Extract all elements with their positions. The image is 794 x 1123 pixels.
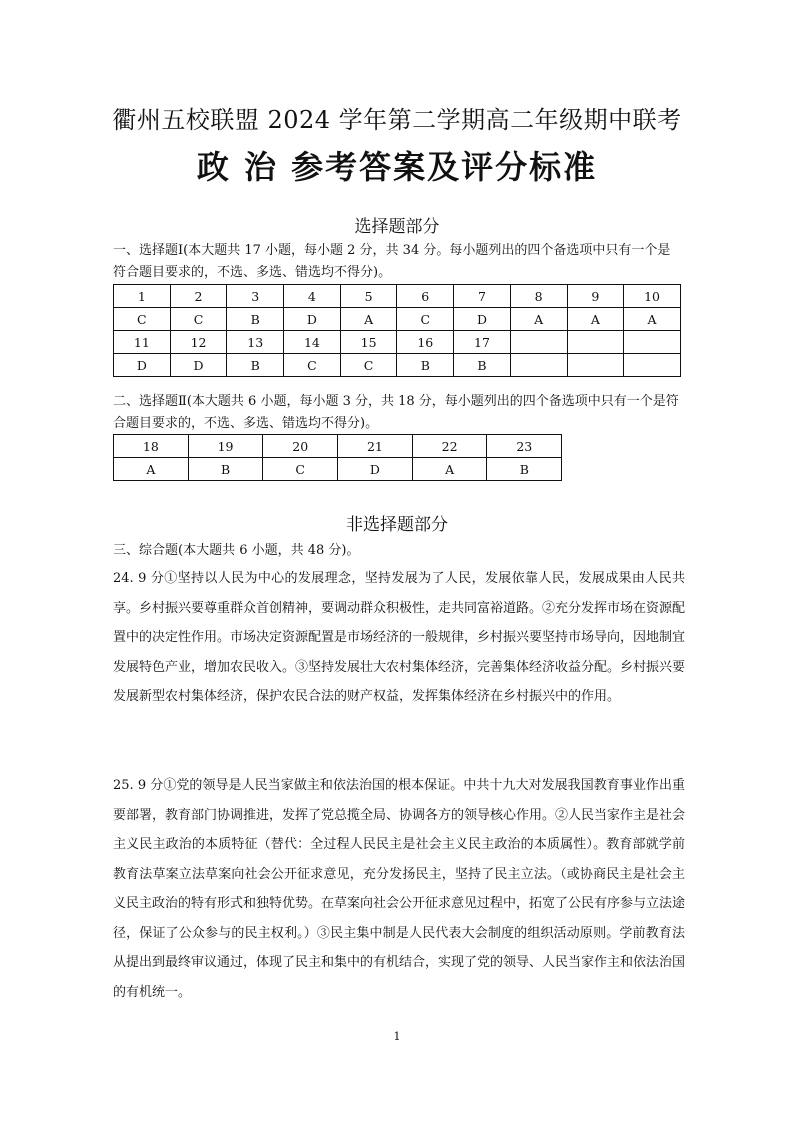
table-cell: 16: [397, 331, 454, 354]
table-cell: 15: [340, 331, 397, 354]
table-cell: B: [227, 308, 284, 331]
section-heading-nonchoice: 非选择题部分: [346, 515, 448, 535]
table-cell: 18: [114, 435, 189, 458]
table-row: [114, 354, 681, 377]
table-row: [114, 308, 681, 331]
table-cell: A: [114, 458, 189, 481]
table-cell: 23: [487, 435, 562, 458]
section-heading-choice: 选择题部分: [354, 217, 440, 237]
table-cell: 21: [338, 435, 413, 458]
table-cell: 19: [188, 435, 263, 458]
table-cell: 22: [412, 435, 487, 458]
table-cell: B: [487, 458, 562, 481]
table-cell: B: [397, 354, 454, 377]
table-cell: [510, 331, 567, 354]
table-cell: 17: [454, 331, 511, 354]
table-row: [114, 435, 562, 458]
table-cell: D: [454, 308, 511, 331]
table-cell: 7: [454, 285, 511, 308]
table-cell: [624, 331, 681, 354]
table-cell: D: [284, 308, 341, 331]
table-cell: A: [412, 458, 487, 481]
table-cell: C: [114, 308, 171, 331]
table-row: [114, 285, 681, 308]
exam-title: 衢州五校联盟 2024 学年第二学期高二年级期中联考: [112, 106, 682, 134]
table-row: [114, 458, 562, 481]
table-cell: 20: [263, 435, 338, 458]
table-cell: D: [114, 354, 171, 377]
table-cell: 2: [170, 285, 227, 308]
table-cell: A: [624, 308, 681, 331]
table-cell: 8: [510, 285, 567, 308]
table-cell: [624, 354, 681, 377]
table-cell: 3: [227, 285, 284, 308]
table-cell: [567, 354, 624, 377]
page-number: 1: [393, 1030, 401, 1043]
table-cell: D: [338, 458, 413, 481]
table-cell: A: [340, 308, 397, 331]
table-row: [114, 331, 681, 354]
table-cell: C: [284, 354, 341, 377]
table-cell: 1: [114, 285, 171, 308]
table-cell: 14: [284, 331, 341, 354]
part1-instructions: 一、选择题Ⅰ(本大题共 17 小题，每小题 2 分，共 34 分。每小题列出的四个备选项中只有一个是符合题目要求的，不选、多选、错选均不得分)。: [113, 243, 671, 280]
table-cell: A: [567, 308, 624, 331]
part3-instructions: 三、综合题(本大题共 6 小题，共 48 分)。: [113, 543, 360, 558]
answer-table-part1: [113, 284, 681, 377]
table-cell: C: [340, 354, 397, 377]
table-cell: C: [170, 308, 227, 331]
table-cell: [567, 331, 624, 354]
document-title: 政 治 参考答案及评分标准: [196, 148, 598, 186]
table-cell: 13: [227, 331, 284, 354]
table-cell: C: [397, 308, 454, 331]
table-cell: 5: [340, 285, 397, 308]
table-cell: B: [188, 458, 263, 481]
table-cell: 11: [114, 331, 171, 354]
part2-instructions: 二、选择题Ⅱ(本大题共 6 小题，每小题 3 分，共 18 分，每小题列出的四个备选项中只有一个是符合题目要求的，不选、多选、错选均不得分)。: [113, 394, 679, 431]
table-cell: 9: [567, 285, 624, 308]
table-cell: D: [170, 354, 227, 377]
table-cell: B: [227, 354, 284, 377]
table-cell: [510, 354, 567, 377]
answer-table-part2: [113, 434, 562, 481]
table-cell: B: [454, 354, 511, 377]
table-cell: 6: [397, 285, 454, 308]
table-cell: 10: [624, 285, 681, 308]
table-cell: 4: [284, 285, 341, 308]
table-cell: C: [263, 458, 338, 481]
table-cell: 12: [170, 331, 227, 354]
table-cell: A: [510, 308, 567, 331]
answer-q24: 24. 9 分①坚持以人民为中心的发展理念，坚持发展为了人民，发展依靠人民，发展成果由人民共享。乡村振兴要尊重群众首创精神，要调动群众积极性，走共同富裕道路。②充分发挥市场在资源配置中的决定性作用。市场决定资源配置是市场经济的一般规律，乡村振兴要坚持市场导向，因地制宜发展特色产业，增加农民收入。③坚持发展壮大农村集体经济，完善集体经济收益分配。乡村振兴要发展新型农村集体经济，保护农民合法的财产权益，发挥集体经济在乡村振兴中的作用。: [113, 571, 686, 704]
answer-q25: 25. 9 分①党的领导是人民当家做主和依法治国的根本保证。中共十九大对发展我国教育事业作出重要部署，教育部门协调推进，发挥了党总揽全局、协调各方的领导核心作用。②人民当家作主是社会主义民主政治的本质特征（替代：全过程人民民主是社会主义民主政治的本质属性）。教育部就学前教育法草案立法草案向社会公开征求意见，充分发扬民主，坚持了民主立法。（或协商民主是社会主义民主政治的特有形式和独特优势。在草案向社会公开征求意见过程中，拓宽了公民有序参与立法途径，保证了公众参与的民主权利。）③民主集中制是人民代表大会制度的组织活动原则。学前教育法从提出到最终审议通过，体现了民主和集中的有机结合，实现了党的领导、人民当家作主和依法治国的有机统一。: [113, 778, 686, 1000]
